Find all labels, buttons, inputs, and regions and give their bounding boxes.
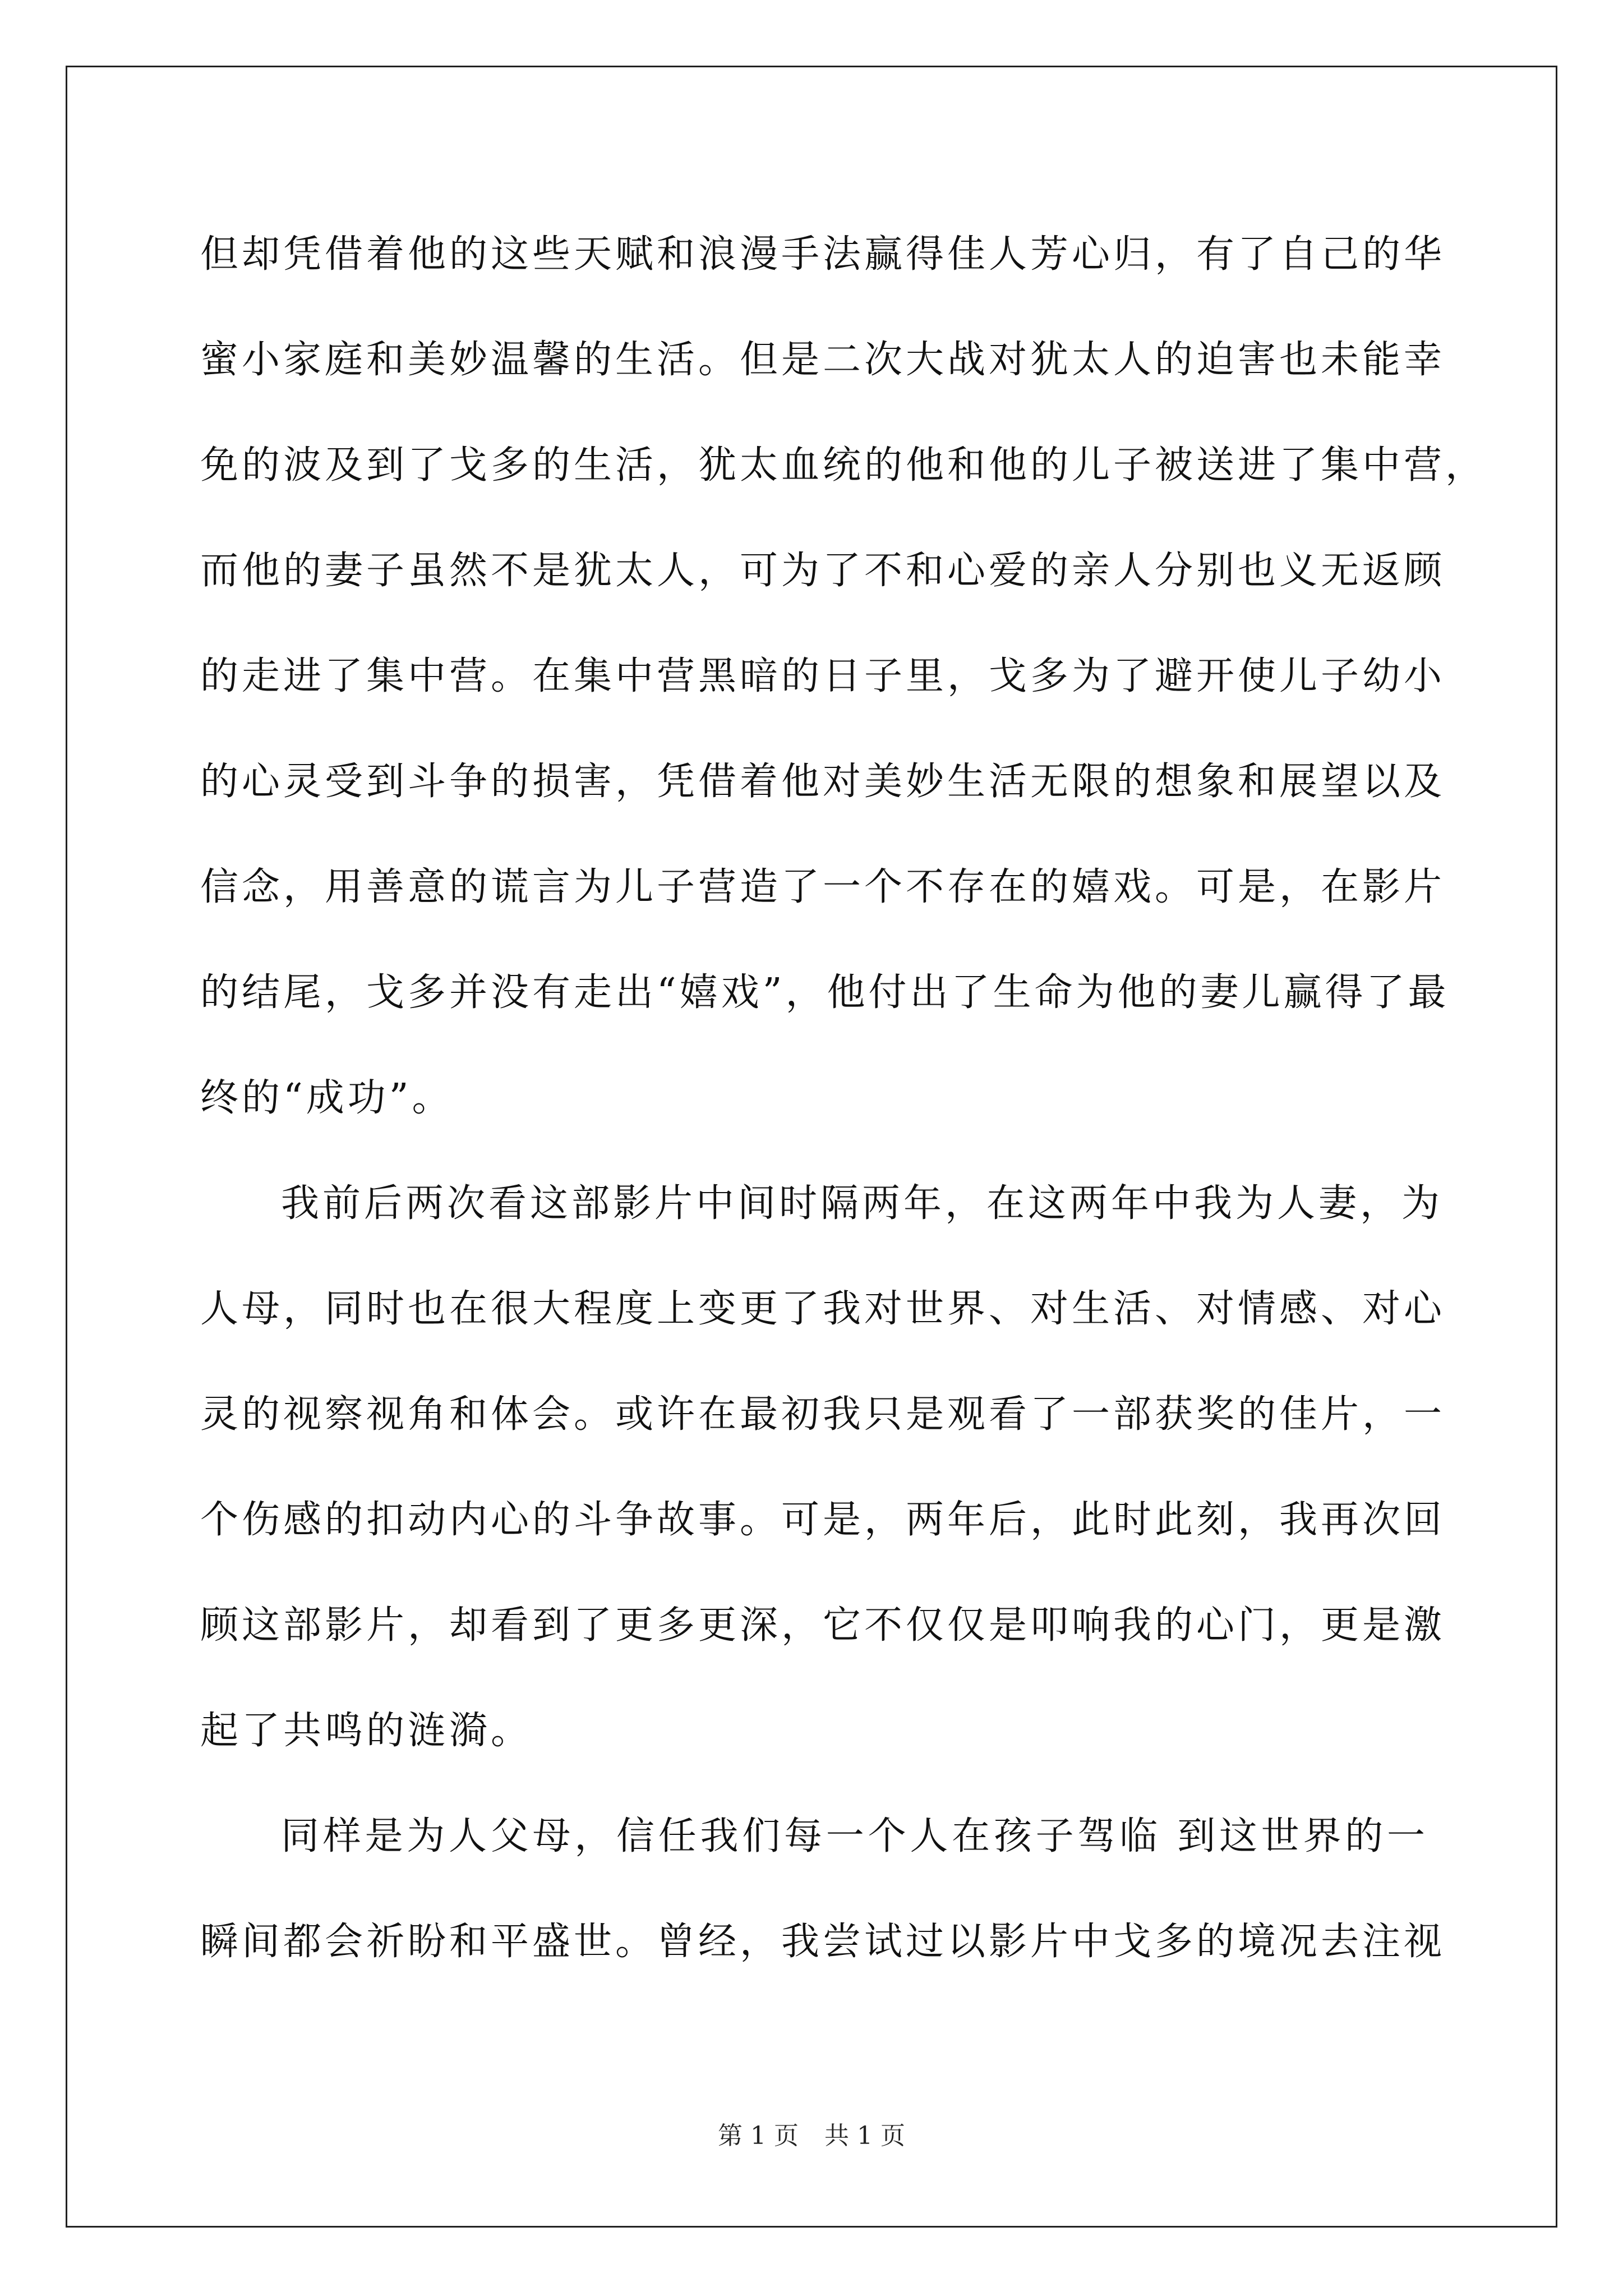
page-footer <box>0 2119 1623 2153</box>
text-line: 信念，用善意的谎言为儿子营造了一个不存在的嬉戏。可是，在影片 <box>200 865 1446 909</box>
text-line: 但却凭借着他的这些天赋和浪漫手法赢得佳人芳心归，有了自己的华 <box>200 232 1446 277</box>
text-line: 人母，同时也在很大程度上变更了我对世界、对生活、对情感、对心 <box>200 1287 1446 1331</box>
page-number-total: 共 1 页 <box>824 2122 905 2150</box>
page-number-current: 第 1 页 <box>718 2122 799 2150</box>
text-line: 的走进了集中营。在集中营黑暗的日子里，戈多为了避开使儿子幼小 <box>200 654 1446 698</box>
text-line: 终的“成功”。 <box>200 1076 454 1120</box>
text-line: 我前后两次看这部影片中间时隔两年，在这两年中我为人妻，为 <box>281 1181 1444 1226</box>
text-line: 的心灵受到斗争的损害，凭借着他对美妙生活无限的想象和展望以及 <box>200 760 1446 804</box>
text-line: 灵的视察视角和体会。或许在最初我只是观看了一部获奖的佳片，一 <box>200 1392 1446 1437</box>
document-body <box>200 202 1487 1995</box>
text-line: 同样是为人父母，信任我们每一个人在孩子驾临 到这世界的一 <box>281 1814 1428 1858</box>
text-line: 而他的妻子虽然不是犹太人，可为了不和心爱的亲人分别也义无返顾 <box>200 549 1446 593</box>
text-line: 免的波及到了戈多的生活，犹太血统的他和他的儿子被送进了集中营， <box>200 443 1487 487</box>
text-line: 蜜小家庭和美妙温馨的生活。但是二次大战对犹太人的迫害也未能幸 <box>200 338 1446 382</box>
text-line: 的结尾，戈多并没有走出“嬉戏”，他付出了生命为他的妻儿赢得了最 <box>200 970 1450 1015</box>
text-line: 顾这部影片，却看到了更多更深，它不仅仅是叩响我的心门，更是激 <box>200 1603 1446 1648</box>
text-line: 瞬间都会祈盼和平盛世。曾经，我尝试过以影片中戈多的境况去注视 <box>200 1920 1446 1964</box>
text-line: 个伤感的扣动内心的斗争故事。可是，两年后，此时此刻，我再次回 <box>200 1498 1446 1542</box>
text-line: 起了共鸣的涟漪。 <box>200 1709 533 1753</box>
